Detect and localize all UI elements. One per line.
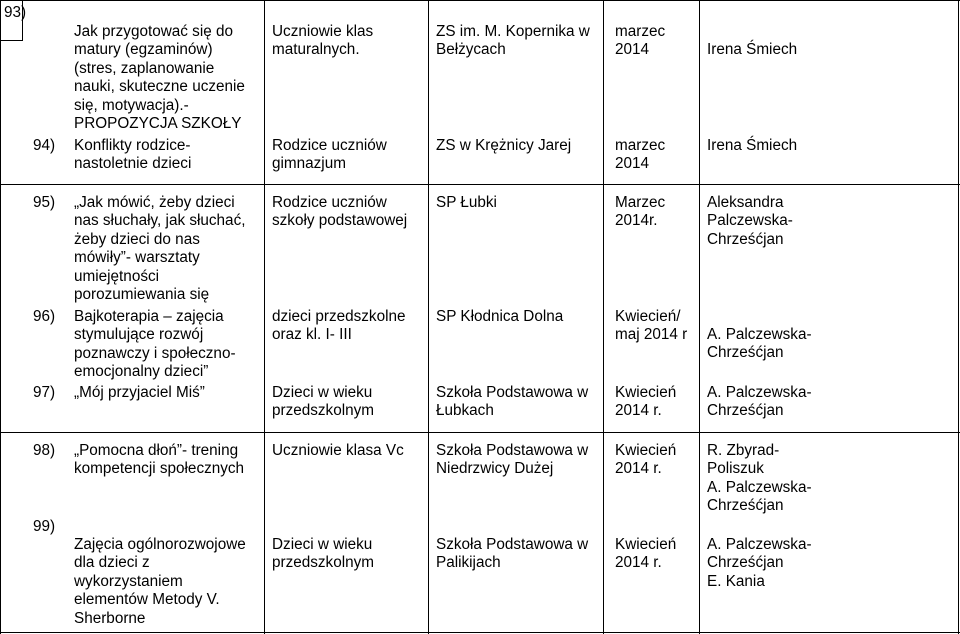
date-cell: Kwiecień 2014 r. [615,536,677,572]
item-number: 99) [33,518,56,535]
person-cell: Irena Śmiech [707,41,798,58]
date-cell: marzec 2014 [615,23,666,59]
date-cell: Kwiecień 2014 r. [615,384,677,420]
table-row [0,432,960,515]
audience-cell: Rodzice uczniów szkoły podstawowej [272,194,408,230]
item-number: 96) [33,308,56,325]
table-row [0,132,960,184]
date-cell: marzec 2014 [615,137,666,173]
date-cell: Kwiecień 2014 r. [615,442,677,478]
place-cell: SP Kłodnica Dolna [436,308,564,325]
topic-cell: Zajęcia ogólnorozwojowe dla dzieci z wykorzystaniem elementów Metody V. Sherborne [74,536,246,627]
item-number: 95) [33,194,56,211]
place-cell: Szkoła Podstawowa w Łubkach [436,384,589,420]
audience-cell: Rodzice uczniów gimnazjum [272,137,387,173]
item-number: 97) [33,384,56,401]
table-row [0,184,960,304]
topic-cell: Konflikty rodzice- nastoletnie dzieci [74,137,192,173]
place-cell: Szkoła Podstawowa w Palikijach [436,536,589,572]
topic-cell: „Mój przyjaciel Miś” [74,384,205,401]
audience-cell: dzieci przedszkolne oraz kl. I- III [272,308,406,344]
person-cell: A. Palczewska- Chrześćjan E. Kania [707,536,812,590]
audience-cell: Dzieci w wieku przedszkolnym [272,384,375,420]
topic-cell: Bajkoterapia – zajęcia stymulujące rozwój poznawczy i społeczno- emocjonalny dzieci” [74,308,236,381]
topic-cell: Jak przygotować się do matury (egzaminów) (stres, zaplanowanie nauki, skuteczne uczenie się, motywacja).- PROPOZYCJA SZKOŁY [74,23,245,133]
date-cell: Kwiecień/ maj 2014 r [615,308,688,344]
place-cell: ZS w Krężnicy Jarej [436,137,572,154]
item-number: 98) [33,442,56,459]
person-cell: A. Palczewska- Chrześćjan [707,326,812,362]
place-cell: Szkoła Podstawowa w Niedrzwicy Dużej [436,442,589,478]
audience-cell: Uczniowie klas maturalnych. [272,23,374,59]
table-border-bottom [0,632,960,633]
table-row [0,380,960,432]
table-row [0,512,960,632]
date-cell: Marzec 2014r. [615,194,666,230]
table-row [0,304,960,380]
item-number: 93) [4,4,27,21]
item-number: 94) [33,137,56,154]
audience-cell: Uczniowie klasa Vc [272,442,404,459]
person-cell: A. Palczewska- Chrześćjan [707,384,812,420]
topic-cell: „Pomocna dłoń”- trening kompetencji społecznych [74,442,245,478]
audience-cell: Dzieci w wieku przedszkolnym [272,536,375,572]
person-cell: R. Zbyrad- Poliszuk A. Palczewska- Chrześćjan [707,442,812,515]
person-cell: Aleksandra Palczewska- Chrześćjan [707,194,793,248]
place-cell: ZS im. M. Kopernika w Bełżycach [436,23,590,59]
table-row [0,0,960,132]
person-cell: Irena Śmiech [707,137,798,154]
place-cell: SP Łubki [436,194,497,211]
topic-cell: „Jak mówić, żeby dzieci nas słuchały, jak słuchać, żeby dzieci do nas mówiły”- warsztaty umiejętności porozumiewania się [74,194,246,304]
